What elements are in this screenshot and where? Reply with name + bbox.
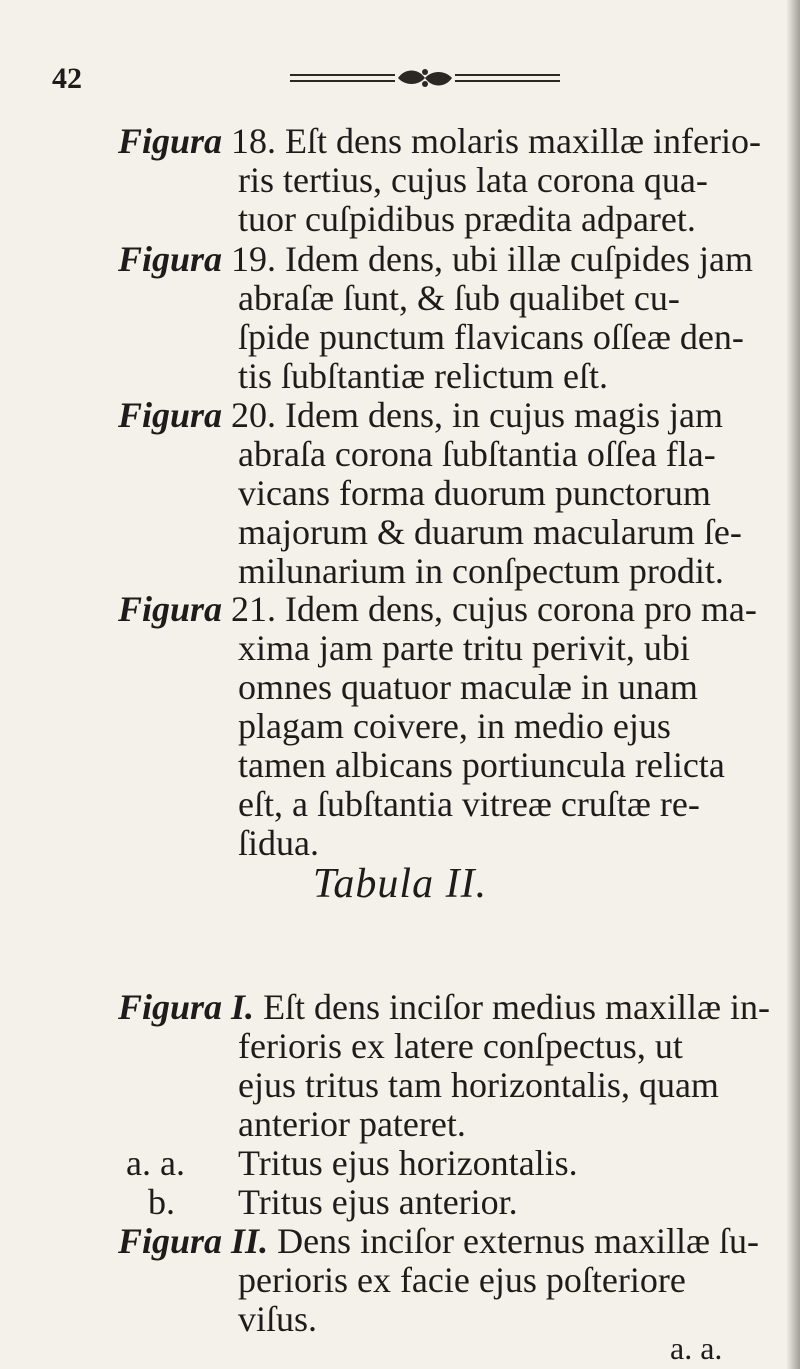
text-line: perioris ex facie ejus poſteriore [238, 1260, 686, 1300]
figure-label: Figura [118, 1221, 223, 1261]
figure-label: Figura [118, 121, 223, 161]
text-line: Idem dens, ubi illæ cuſpides jam [285, 239, 753, 279]
figure-label: Figura [118, 239, 223, 279]
figure-number: 21. [231, 589, 277, 629]
text-line: tuor cuſpidibus prædita adparet. [238, 199, 696, 239]
header-ornament [280, 66, 570, 90]
page-edge-shadow [786, 0, 800, 1369]
text-line: tis ſubſtantiæ relictum eſt. [238, 356, 608, 396]
figure-II-line-1 [118, 1221, 759, 1261]
figure-label: Figura [118, 395, 223, 435]
text-line: abraſa corona ſubſtantia oſſea fla- [238, 434, 716, 474]
text-line: Idem dens, cujus corona pro ma- [285, 589, 757, 629]
text-line: ejus tritus tam horizontalis, quam [238, 1065, 719, 1105]
figure-number: 20. [231, 395, 277, 435]
trailing-legend-label: a. a. [670, 1330, 723, 1366]
text-line: anterior pateret. [238, 1104, 466, 1144]
text-line: ſidua. [238, 823, 319, 863]
legend-b-label: b. [148, 1182, 175, 1222]
text-line: viſus. [238, 1299, 318, 1339]
text-line: ris tertius, cujus lata corona qua- [238, 160, 708, 200]
figure-20-entry [118, 396, 748, 591]
text-line: milunarium in conſpectum prodit. [238, 551, 724, 591]
text-line: Dens inciſor externus maxillæ ſu- [277, 1221, 759, 1261]
figure-I-line-1 [118, 987, 770, 1027]
figure-number: II. [231, 1221, 269, 1261]
plate-title: Tabula II. [312, 861, 488, 907]
figure-number: I. [231, 987, 255, 1027]
page-number: 42 [52, 62, 82, 95]
figure-number: 19. [231, 239, 277, 279]
text-line: omnes quatuor maculæ in unam [238, 667, 698, 707]
legend-a-label: a. a. [126, 1143, 185, 1183]
text-line: Eſt dens molaris maxillæ inferio- [285, 121, 761, 161]
figure-21-line-1 [118, 589, 757, 629]
figure-19-entry [118, 239, 753, 396]
figure-label: Figura [118, 589, 223, 629]
text-line: abraſæ ſunt, & ſub qualibet cu- [238, 278, 680, 318]
text-line: plagam coivere, in medio ejus [238, 706, 671, 746]
figure-19-line-1 [118, 239, 753, 279]
figure-18-entry [118, 121, 761, 239]
figure-label: Figura [118, 987, 223, 1027]
figure-I-entry [118, 987, 770, 1144]
text-line: vicans forma duorum punctorum [238, 473, 711, 513]
text-line: tamen albicans portiuncula relicta [238, 745, 725, 785]
text-line: ferioris ex latere conſpectus, ut [238, 1026, 683, 1066]
figure-number: 18. [231, 121, 277, 161]
legend-b-text: Tritus ejus anterior. [238, 1182, 518, 1222]
text-line: Idem dens, in cujus magis jam [285, 395, 723, 435]
text-line: majorum & duarum macularum ſe- [238, 512, 742, 552]
figure-21-entry [118, 589, 757, 863]
figure-II-entry [118, 1221, 759, 1339]
text-line: Eſt dens inciſor medius maxillæ in- [263, 987, 770, 1027]
text-line: xima jam parte tritu perivit, ubi [238, 628, 690, 668]
text-line: eſt, a ſubſtantia vitreæ cruſtæ re- [238, 784, 700, 824]
figure-20-line-1 [118, 396, 748, 435]
figure-18-line-1 [118, 121, 761, 161]
text-line: ſpide punctum flavicans oſſeæ den- [238, 317, 744, 357]
legend-a-text: Tritus ejus horizontalis. [238, 1143, 578, 1183]
